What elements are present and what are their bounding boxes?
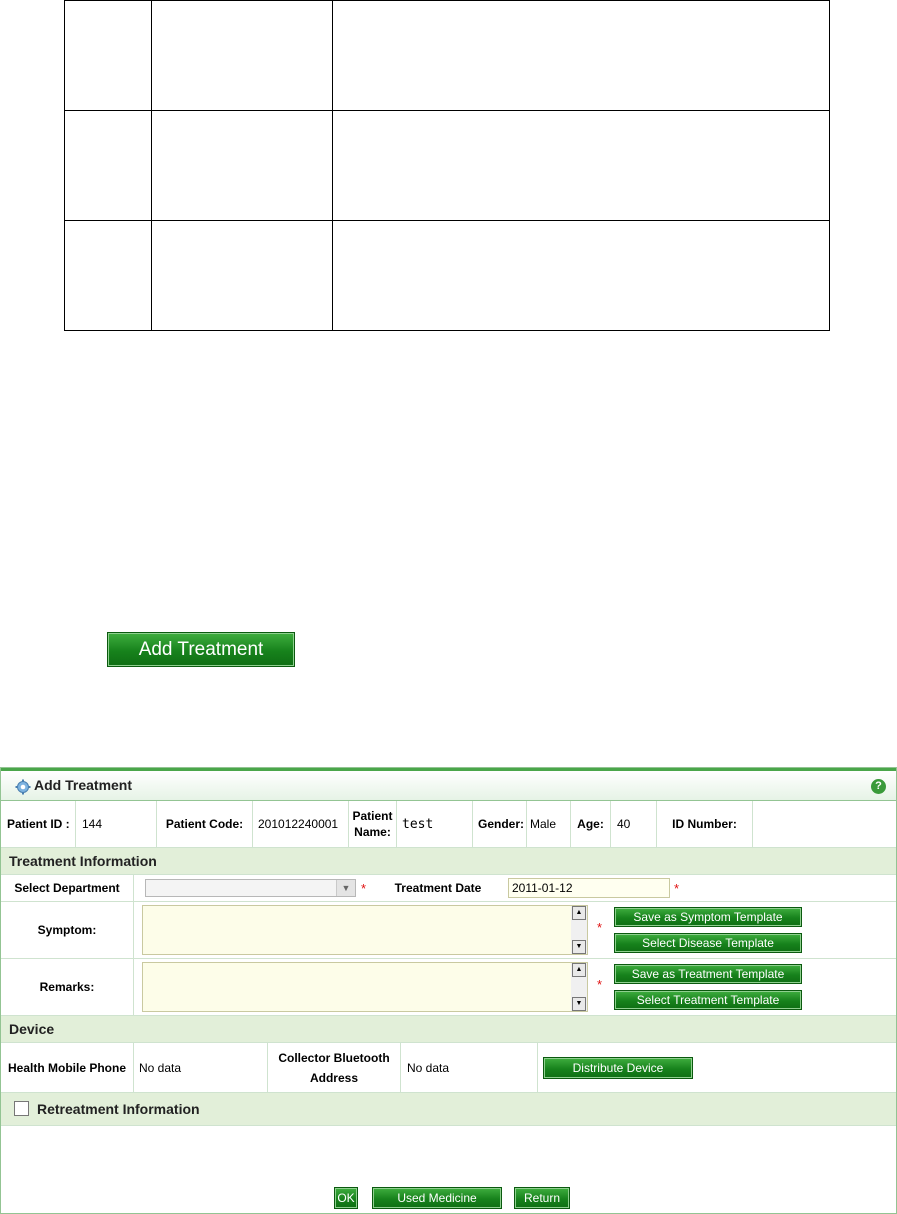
save-treatment-template-button[interactable]: Save as Treatment Template [614, 964, 802, 984]
help-icon[interactable]: ? [871, 779, 886, 794]
device-section-header: Device [1, 1016, 896, 1043]
label: Collector Bluetooth [278, 1050, 390, 1065]
table-cell [333, 1, 830, 111]
symptom-textarea[interactable] [142, 905, 588, 955]
patient-code-value: 201012240001 [253, 801, 349, 847]
return-button[interactable]: Return [514, 1187, 570, 1209]
scroll-up-icon[interactable]: ▲ [572, 906, 586, 920]
save-symptom-template-button[interactable]: Save as Symptom Template [614, 907, 802, 927]
scroll-down-icon[interactable]: ▼ [572, 940, 586, 954]
required-mark: * [361, 881, 367, 896]
label: Treatment Date [394, 881, 482, 895]
retreatment-section-header [1, 1093, 896, 1126]
label: Gender: [477, 817, 524, 831]
table-cell [65, 1, 152, 111]
symptom-label [1, 902, 134, 958]
retreatment-checkbox[interactable] [14, 1101, 29, 1116]
table-cell [152, 221, 333, 331]
remarks-textarea[interactable] [142, 962, 588, 1012]
table-cell [333, 221, 830, 331]
table-cell [152, 1, 333, 111]
remarks-label [1, 959, 134, 1015]
label: Remarks: [39, 980, 95, 994]
department-date-row [1, 875, 896, 902]
id-number-label [657, 801, 753, 847]
patient-info-row [1, 801, 896, 848]
distribute-device-button[interactable]: Distribute Device [543, 1057, 693, 1079]
label: ID Number: [672, 817, 737, 831]
table-cell [65, 221, 152, 331]
table-row [65, 221, 830, 331]
patient-id-value: 144 [76, 801, 157, 847]
department-select[interactable] [145, 879, 356, 897]
gear-icon [15, 779, 31, 795]
label: Patient Code: [165, 817, 244, 831]
patient-code-label [157, 801, 253, 847]
select-disease-template-button[interactable]: Select Disease Template [614, 933, 802, 953]
distribute-cell [538, 1043, 896, 1092]
label: Name: [354, 825, 391, 839]
age-label [571, 801, 611, 847]
required-mark: * [674, 881, 680, 896]
label: Patient [352, 809, 393, 823]
scrollbar[interactable] [571, 906, 587, 954]
patient-id-label [1, 801, 76, 847]
used-medicine-button[interactable]: Used Medicine [372, 1187, 502, 1209]
empty-table [64, 0, 830, 331]
add-treatment-button[interactable]: Add Treatment [107, 632, 295, 667]
label: Health Mobile Phone [7, 1060, 126, 1075]
gender-label [473, 801, 527, 847]
remarks-row [1, 959, 896, 1016]
gender-value: Male [527, 801, 571, 847]
table-row [65, 1, 830, 111]
scroll-down-icon[interactable]: ▼ [572, 997, 586, 1011]
table-row [65, 111, 830, 221]
label: Select Department [14, 881, 120, 895]
label: Symptom: [37, 923, 97, 937]
scroll-up-icon[interactable]: ▲ [572, 963, 586, 977]
symptom-row [1, 902, 896, 959]
scrollbar[interactable] [571, 963, 587, 1011]
label: Patient ID : [7, 817, 70, 831]
patient-name-label [349, 801, 397, 847]
table-cell [152, 111, 333, 221]
retreatment-title: Retreatment Information [37, 1101, 200, 1117]
required-mark: * [597, 920, 603, 935]
add-treatment-panel [0, 767, 897, 1214]
required-mark: * [597, 977, 603, 992]
treatment-date-input[interactable]: 2011-01-12 [508, 878, 670, 898]
panel-header [1, 768, 896, 801]
bluetooth-address-value: No data [401, 1043, 538, 1092]
label: Age: [577, 817, 604, 831]
department-label [1, 875, 134, 901]
label: Address [309, 1070, 359, 1085]
select-treatment-template-button[interactable]: Select Treatment Template [614, 990, 802, 1010]
bluetooth-address-label [268, 1043, 401, 1092]
device-row [1, 1043, 896, 1093]
health-phone-label [1, 1043, 134, 1092]
chevron-down-icon[interactable]: ▼ [336, 880, 355, 896]
panel-title: Add Treatment [34, 777, 133, 793]
health-phone-value: No data [134, 1043, 268, 1092]
id-number-value [753, 801, 896, 847]
treatment-date-label [379, 875, 497, 901]
age-value: 40 [611, 801, 657, 847]
table-cell [333, 111, 830, 221]
table-cell [65, 111, 152, 221]
ok-button[interactable]: OK [334, 1187, 358, 1209]
patient-name-value: test [397, 801, 473, 847]
treatment-section-header: Treatment Information [1, 848, 896, 875]
